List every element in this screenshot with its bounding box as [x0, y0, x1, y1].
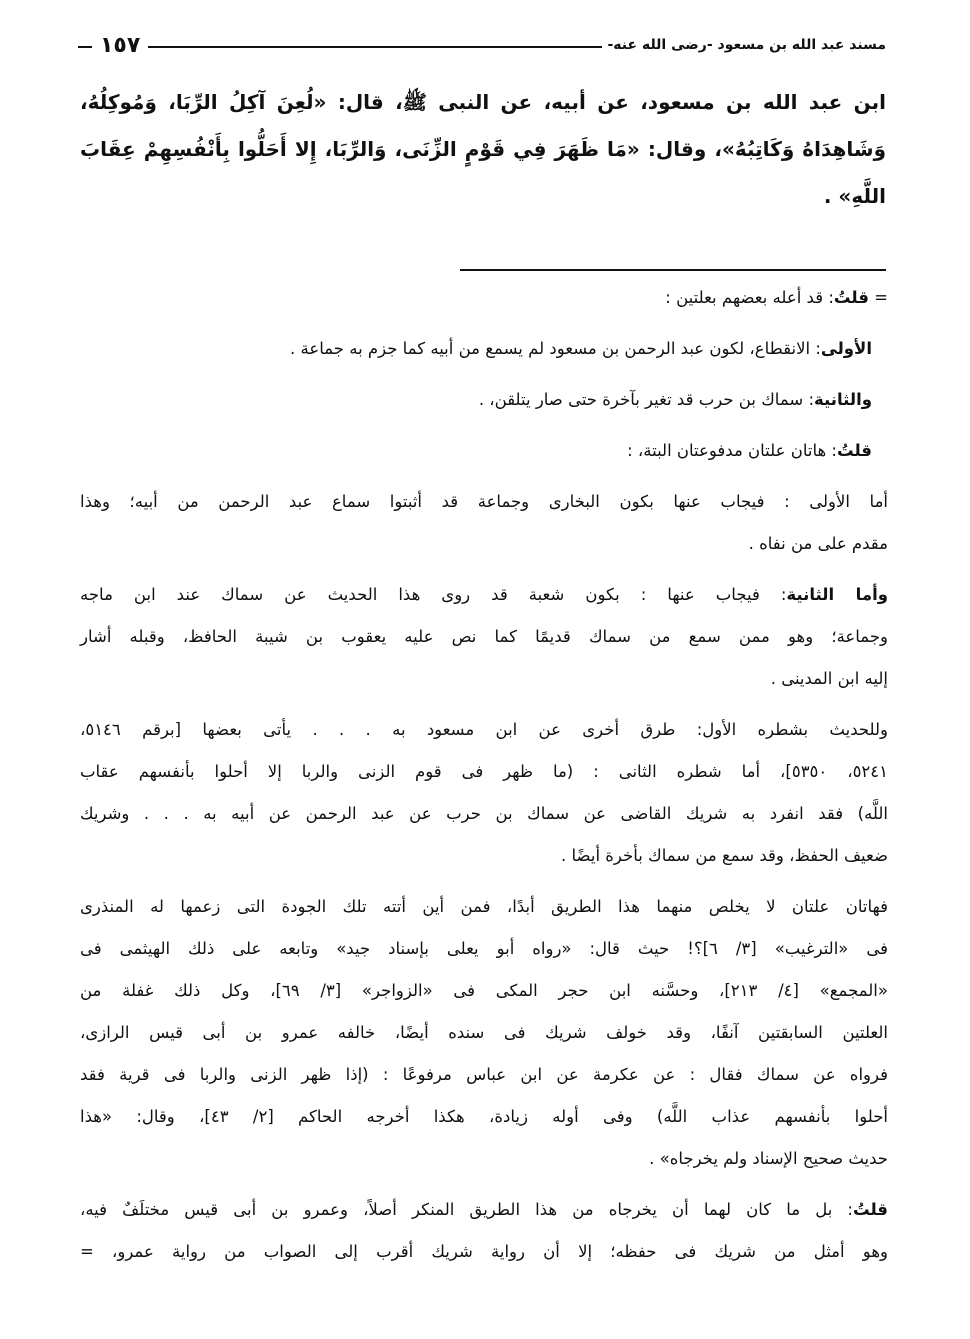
bold-text: لُعِنَ آكِلُ الرِّبَا، وَمُوكِلُهُ، [80, 90, 314, 114]
text-segment: اللَّه) فقد انفرد به شريك القاضى عن سماك بن حرب عن عبد الرحمن عن أبيه به . . . وشريك [80, 804, 888, 823]
bold-text: وَشَاهِدَاهُ وَكَاتِبُهُ [734, 137, 886, 161]
text-line [80, 574, 888, 616]
text-line [80, 793, 888, 835]
text-segment: : الانقطاع، لكون عبد الرحمن بن مسعود لم يسمع من أبيه كما جزم به جماعة . [290, 339, 821, 358]
note-paragraph [80, 328, 888, 370]
running-header [78, 30, 886, 60]
text-line [80, 1012, 888, 1054]
running-title: مسند عبد الله بن مسعود -رضى الله عنه- [607, 37, 886, 53]
note-paragraph [80, 277, 888, 319]
bold-text: اللَّهِ [851, 184, 886, 208]
text-line [80, 928, 888, 970]
text-line [80, 79, 886, 126]
text-segment: : بل ما كان لهما أن يخرجاه من هذا الطريق المنكر أصلاً، وعمرو بن أبى قيس مختلَفٌ فيه، [80, 1200, 853, 1219]
text-segment: : قد أعله بعضهم بعلتين : [665, 288, 834, 307]
note-paragraph [80, 709, 888, 877]
footnote-divider [460, 269, 886, 271]
text-line [80, 277, 888, 319]
text-segment: وللحديث بشطره الأول: طرق أخرى عن ابن مسعود به . . . يأتى بعضها [برقم ٥١٤٦، [80, 720, 888, 739]
bold-text: الأولى [820, 339, 872, 358]
text-segment: : هاتان علتان مدفوعتان البتة، : [627, 441, 837, 460]
text-segment: ٥٢٤١، ٥٣٥٠]، أما شطره الثانى : (ما ظهر فى قوم الزنى والربا إلا أحلوا بأنفسهم عقاب [80, 762, 889, 781]
page-number-dash [148, 46, 162, 48]
text-line [80, 616, 888, 658]
note-paragraph [80, 430, 888, 472]
text-segment: أحلوا بأنفسهم عذاب اللَّه) وفى أوله زيادة، هكذا أخرجه الحاكم [٢/ ٤٣]، وقال: «هذا [80, 1107, 888, 1126]
note-paragraph [80, 1189, 888, 1273]
text-line [80, 328, 872, 370]
text-line [80, 709, 888, 751]
text-line [80, 481, 888, 523]
header-rule [162, 46, 601, 48]
bold-text: قلتُ [836, 441, 872, 460]
text-segment: : سماك بن حرب قد تغير بآخرة حتى صار يتلقن، . [478, 390, 815, 409]
note-paragraph [80, 574, 888, 700]
text-segment: مقدم على من نفاه . [748, 534, 888, 553]
text-segment: «المجمع» [٤/ ٢١٣]، وحسَّنه ابن حجر المكى فى «الزواجر» [٣/ ٦٩]، وكل ذلك غفلة من [80, 981, 888, 1000]
text-line [80, 1054, 888, 1096]
text-segment: العلتين السابقتين آنفًا، وقد خولف شريك فى سنده أيضًا، خالفه عمرو بن أبى قيس الرازى، [80, 1023, 888, 1042]
bold-text: والثانية [814, 390, 872, 409]
bold-text: مَا ظَهَرَ فِي قَوْمٍ الزِّنَى، وَالرِّبَا، إِلا أَحَلُّوا بِأَنْفُسِهِمْ عِقَابَ [80, 137, 627, 161]
page-number-dash [78, 46, 92, 48]
bold-text: وأما الثانية [786, 585, 888, 604]
commentary-notes [80, 277, 888, 1282]
text-segment: فى «الترغيب» [٣/ ٦]؟! حيث قال: «رواه أبو يعلى بإسناد جيد» وتابعه على ذلك الهيثمى فى [80, 939, 888, 958]
text-segment: وجماعة؛ وهو ممن سمع من سماك قديمًا كما نص عليه يعقوب بن شيبة الحافظ، وقبله أشار [80, 627, 888, 646]
text-segment: = [868, 288, 888, 307]
text-segment: » . [823, 184, 852, 208]
text-segment: ضعيف الحفظ، وقد سمع من سماك بأخرة أيضًا . [561, 846, 888, 865]
text-line [80, 1138, 888, 1180]
text-line [80, 1096, 888, 1138]
bold-text: قلتُ [852, 1200, 888, 1219]
text-line [80, 379, 872, 421]
bold-text: قلتُ [833, 288, 869, 307]
page-number: ١٥٧ [100, 32, 141, 58]
text-line [80, 126, 886, 173]
text-segment: فرواه عن سماك فقال : عن عكرمة عن ابن عباس مرفوعًا : (إذا ظهر الزنى والربا فى قرية فقد [80, 1065, 888, 1084]
text-segment: إليه ابن المدينى . [770, 669, 888, 688]
text-line [80, 430, 872, 472]
text-line [80, 751, 888, 793]
note-paragraph [80, 481, 888, 565]
text-segment: : فيجاب عنها : بكون شعبة قد روى هذا الحديث عن سماك عند ابن ماجه [80, 585, 787, 604]
text-line [80, 523, 888, 565]
text-segment: حديث صحيح الإسناد ولم يخرجاه» . [649, 1149, 888, 1168]
text-line [80, 970, 888, 1012]
note-paragraph [80, 886, 888, 1180]
text-segment: »، وقال: « [626, 137, 735, 161]
text-segment: ابن عبد الله بن مسعود، عن أبيه، عن النبى ﷺ، قال: « [313, 90, 887, 114]
text-line [80, 1231, 888, 1273]
text-segment: وهو أمثل من شريك فى حفظه؛ إلا أن رواية شريك أقرب إلى الصواب من رواية عمرو، = [80, 1242, 888, 1261]
text-segment: أما الأولى : فيجاب عنها بكون البخارى وجماعة قد أثبتوا سماع عبد الرحمن من أبيه؛ وهذا [80, 492, 888, 511]
text-segment: فهاتان علتان لا يخلص منهما هذا الطريق أبدًا، فمن أين أتته تلك الجودة التى زعمها له المنذرى [80, 897, 888, 916]
hadith-text [80, 79, 886, 220]
text-line [80, 1189, 888, 1231]
text-line [80, 173, 886, 220]
note-paragraph [80, 379, 888, 421]
text-line [80, 886, 888, 928]
text-line [80, 658, 888, 700]
text-line [80, 835, 888, 877]
